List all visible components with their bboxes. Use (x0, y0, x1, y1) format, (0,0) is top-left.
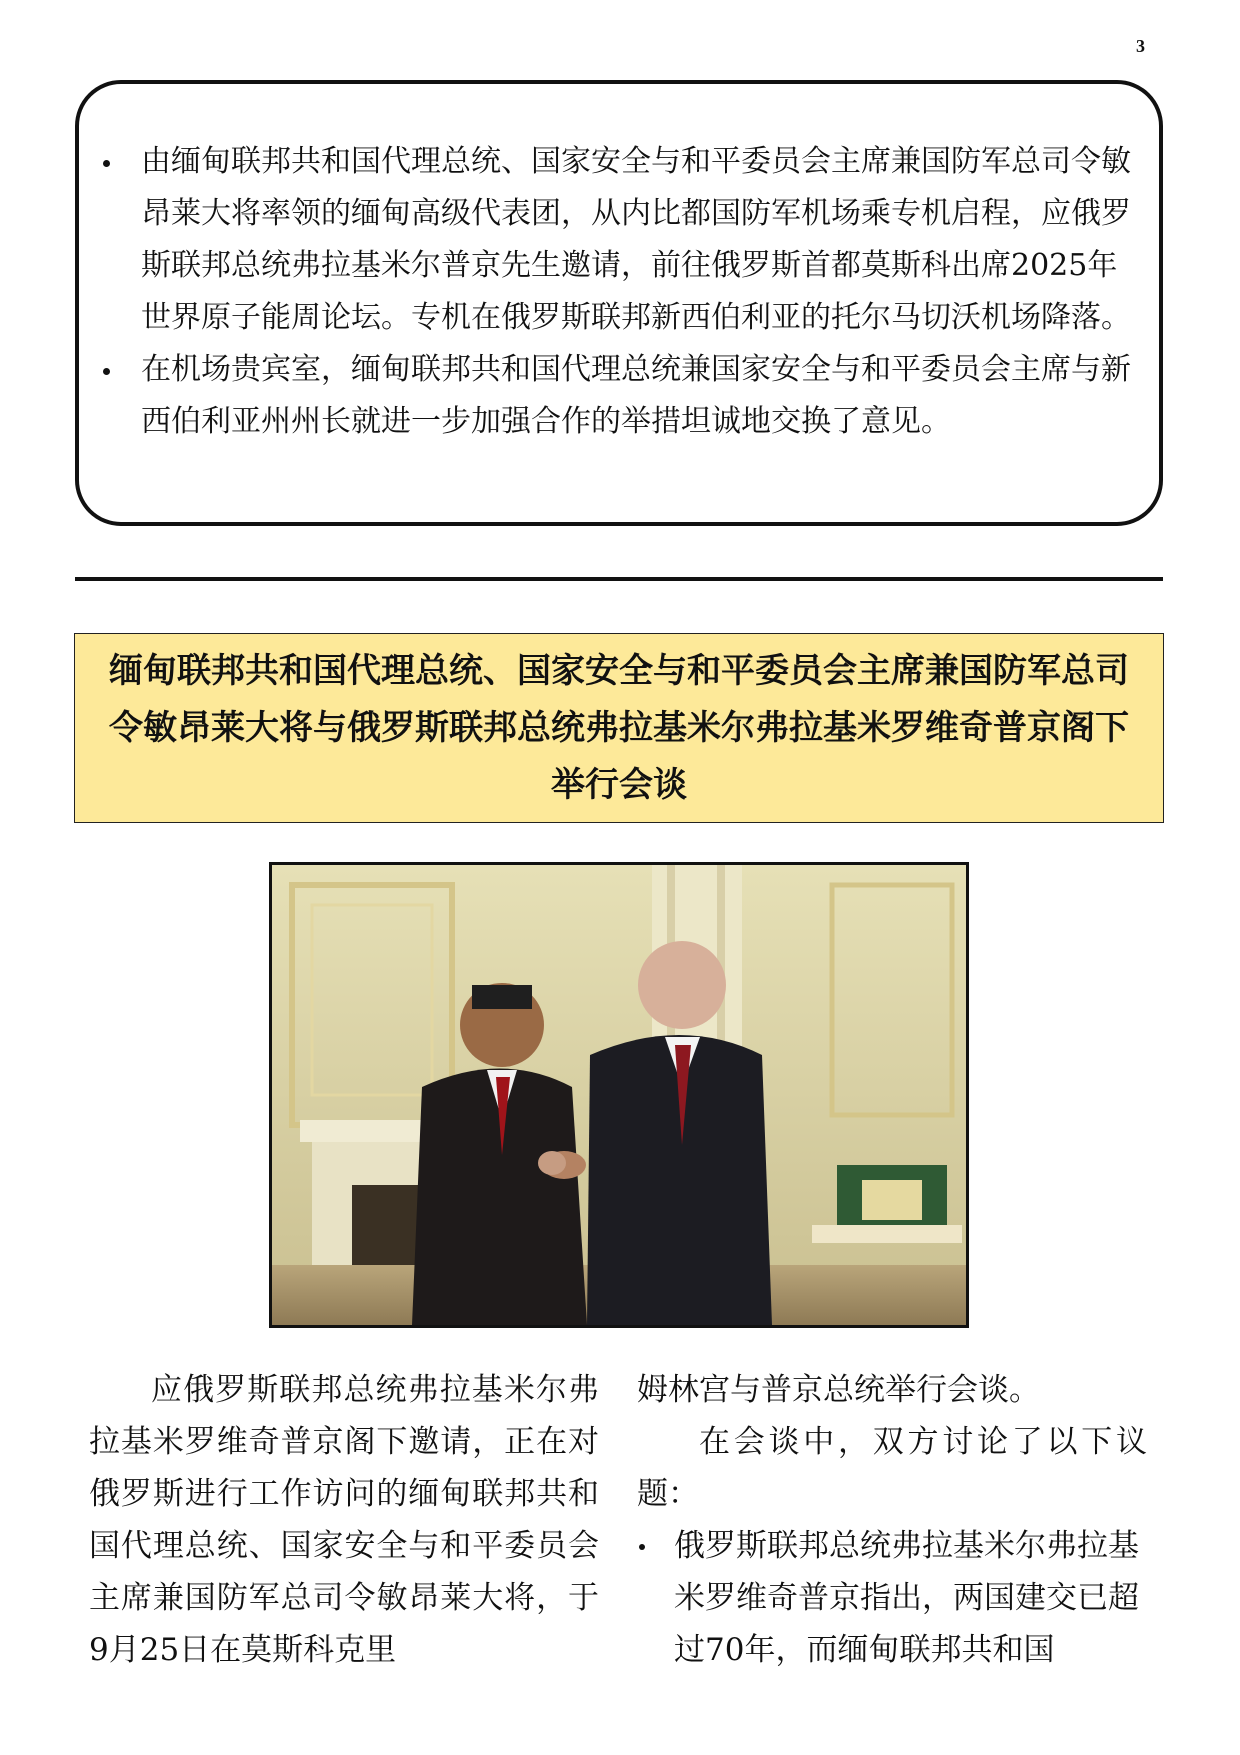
summary-item (103, 344, 1133, 448)
headline: 缅甸联邦共和国代理总统、国家安全与和平委员会主席兼国防军总司令敏昂莱大将与俄罗斯联邦总统弗拉基米尔弗拉基米罗维奇普京阁下举行会谈 (109, 650, 1129, 805)
article-left-column (89, 1364, 599, 1676)
article-paragraph: 应俄罗斯联邦总统弗拉基米尔弗拉基米罗维奇普京阁下邀请，正在对俄罗斯进行工作访问的缅甸联邦共和国代理总统、国家安全与和平委员会主席兼国防军总司令敏昂莱大将，于9月25日在莫斯科克里 (89, 1372, 599, 1668)
article-right-column (637, 1364, 1147, 1676)
summary-list (103, 136, 1133, 448)
summary-box (75, 80, 1163, 526)
article-bullet-text: 俄罗斯联邦总统弗拉基米尔弗拉基米罗维奇普京指出，两国建交已超过70年，而缅甸联邦共和国 (674, 1528, 1139, 1668)
bullet-icon (639, 1544, 645, 1550)
bullet-icon (103, 160, 110, 167)
headline-box (74, 633, 1164, 823)
bullet-icon (103, 368, 110, 375)
article-paragraph: 在会谈中，双方讨论了以下议题： (637, 1424, 1147, 1512)
section-divider (75, 577, 1163, 581)
news-photo (269, 862, 969, 1328)
page-number: 3 (1136, 36, 1145, 56)
article-bullet (637, 1520, 1147, 1676)
summary-item (103, 136, 1133, 344)
summary-item-text: 在机场贵宾室，缅甸联邦共和国代理总统兼国家安全与和平委员会主席与新西伯利亚州州长就进一步加强合作的举措坦诚地交换了意见。 (141, 352, 1131, 439)
article-continuation: 姆林宫与普京总统举行会谈。 (637, 1372, 1040, 1408)
article-bullet-list (637, 1520, 1147, 1676)
summary-item-text: 由缅甸联邦共和国代理总统、国家安全与和平委员会主席兼国防军总司令敏昂莱大将率领的缅甸高级代表团，从内比都国防军机场乘专机启程，应俄罗斯联邦总统弗拉基米尔普京先生邀请，前往俄罗斯首都莫斯科出席2025年世界原子能周论坛。专机在俄罗斯联邦新西伯利亚的托尔马切沃机场降落。 (141, 144, 1131, 335)
photo-illustration (272, 865, 966, 1325)
